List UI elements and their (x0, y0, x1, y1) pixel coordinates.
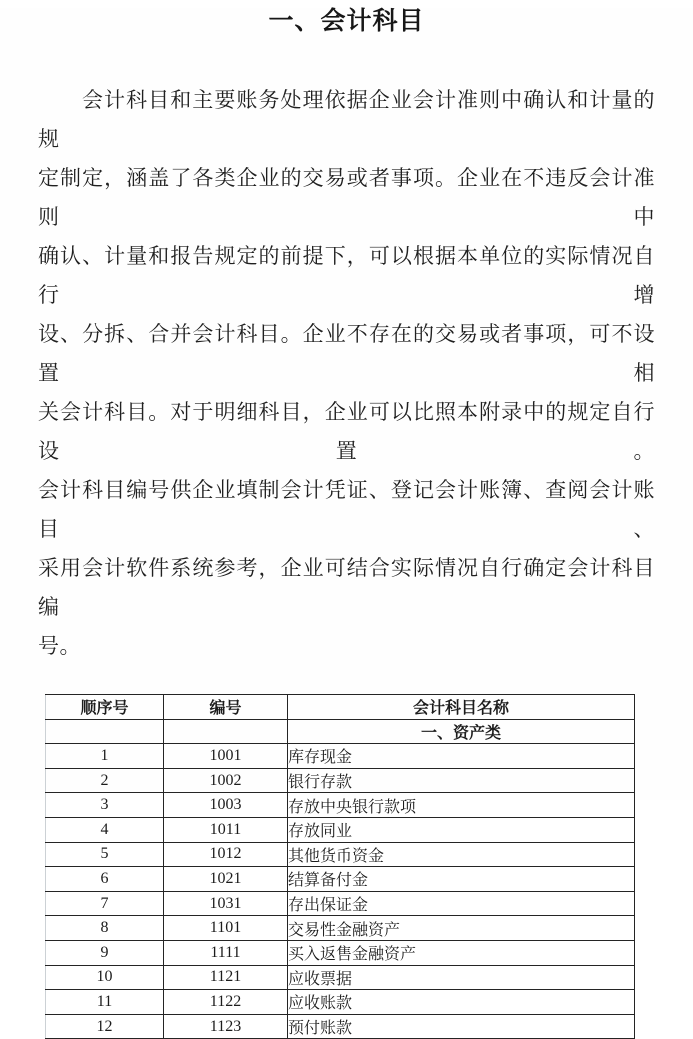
cell-seq: 1 (46, 744, 164, 769)
cell-name: 其他货币资金 (288, 842, 635, 867)
header-code: 编号 (164, 695, 288, 720)
cell-seq: 4 (46, 817, 164, 842)
section-empty-seq (46, 719, 164, 744)
cell-name: 存出保证金 (288, 891, 635, 916)
cell-code: 1111 (164, 940, 288, 965)
cell-seq: 12 (46, 1014, 164, 1039)
cell-name: 库存现金 (288, 744, 635, 769)
subjects-table (45, 694, 635, 1039)
cell-code: 1003 (164, 793, 288, 818)
cell-code: 1121 (164, 965, 288, 990)
paragraph-line: 号。 (38, 634, 81, 658)
cell-name: 结算备付金 (288, 867, 635, 892)
cell-name: 预付账款 (288, 1014, 635, 1039)
paragraph-line: 定制定，涵盖了各类企业的交易或者事项。企业在不违反会计准则中 (38, 166, 655, 229)
cell-seq: 3 (46, 793, 164, 818)
page-title: 一、会计科目 (268, 8, 425, 35)
cell-seq: 8 (46, 916, 164, 941)
document-page (0, 8, 693, 1038)
cell-name: 存放中央银行款项 (288, 793, 635, 818)
table-row (46, 1014, 635, 1039)
cell-name: 应收账款 (288, 990, 635, 1015)
header-name: 会计科目名称 (288, 695, 635, 720)
table-row (46, 940, 635, 965)
intro-paragraph (38, 81, 655, 666)
cell-seq: 2 (46, 768, 164, 793)
paragraph-line: 确认、计量和报告规定的前提下，可以根据本单位的实际情况自行增 (38, 244, 655, 307)
cell-code: 1002 (164, 768, 288, 793)
table-row (46, 817, 635, 842)
paragraph-line: 会计科目和主要账务处理依据企业会计准则中确认和计量的规 (38, 88, 655, 151)
cell-seq: 5 (46, 842, 164, 867)
cell-seq: 9 (46, 940, 164, 965)
section-row (46, 719, 635, 744)
table-row (46, 842, 635, 867)
cell-code: 1021 (164, 867, 288, 892)
table-body (46, 744, 635, 1039)
paragraph-line: 关会计科目。对于明细科目，企业可以比照本附录中的规定自行设置。 (38, 400, 655, 463)
cell-seq: 6 (46, 867, 164, 892)
table-row (46, 768, 635, 793)
table-row (46, 744, 635, 769)
table-row (46, 965, 635, 990)
cell-code: 1011 (164, 817, 288, 842)
cell-name: 存放同业 (288, 817, 635, 842)
cell-seq: 7 (46, 891, 164, 916)
table-row (46, 916, 635, 941)
table-header-row (46, 695, 635, 720)
cell-seq: 11 (46, 990, 164, 1015)
cell-code: 1122 (164, 990, 288, 1015)
cell-code: 1012 (164, 842, 288, 867)
table-row (46, 891, 635, 916)
paragraph-line: 设、分拆、合并会计科目。企业不存在的交易或者事项，可不设置相 (38, 322, 655, 385)
table-row (46, 793, 635, 818)
header-seq: 顺序号 (46, 695, 164, 720)
table-row (46, 990, 635, 1015)
section-label: 一、资产类 (288, 719, 635, 744)
cell-name: 买入返售金融资产 (288, 940, 635, 965)
cell-code: 1031 (164, 891, 288, 916)
paragraph-line: 会计科目编号供企业填制会计凭证、登记会计账簿、查阅会计账目、 (38, 478, 655, 541)
cell-code: 1123 (164, 1014, 288, 1039)
paragraph-line: 采用会计软件系统参考，企业可结合实际情况自行确定会计科目编 (38, 556, 655, 619)
cell-seq: 10 (46, 965, 164, 990)
cell-name: 应收票据 (288, 965, 635, 990)
cell-code: 1101 (164, 916, 288, 941)
cell-name: 银行存款 (288, 768, 635, 793)
table-row (46, 867, 635, 892)
cell-code: 1001 (164, 744, 288, 769)
section-empty-code (164, 719, 288, 744)
cell-name: 交易性金融资产 (288, 916, 635, 941)
